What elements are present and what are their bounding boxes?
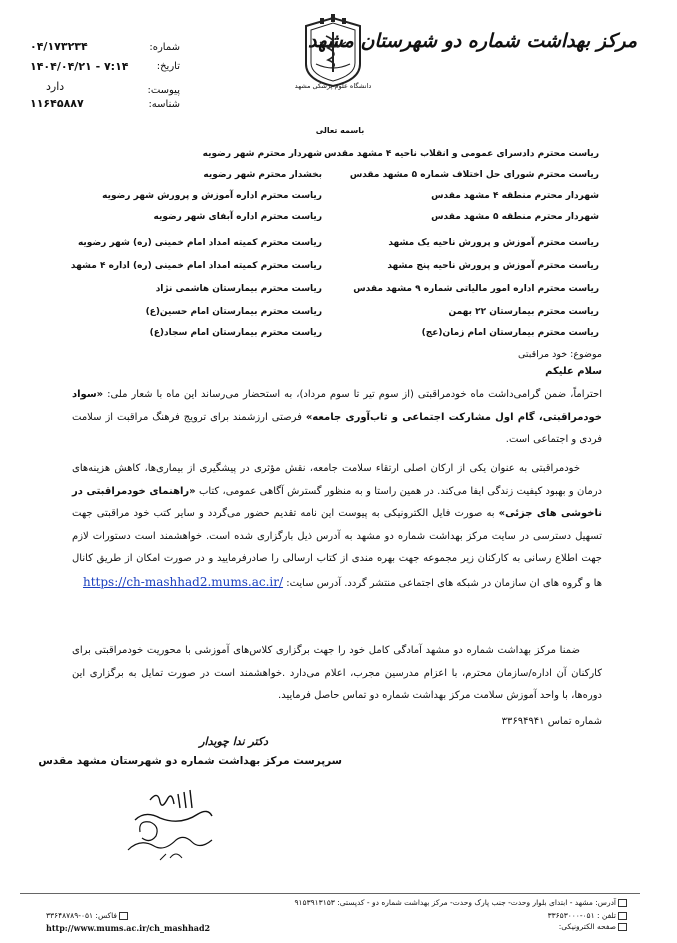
recipient-left: بخشدار محترم شهر رضویه: [203, 170, 322, 180]
footer-fax-text: فاکس: ۰۵۱-۳۳۶۴۸۷۸۹: [46, 911, 117, 920]
email-icon: [618, 923, 627, 931]
recipient-right: ریاست محترم اداره امور مالیاتی شماره ۹ مشهد مقدس: [353, 284, 599, 294]
footer-phone-text: تلفن : ۰۵۱-۳۳۶۵۳۰۰۰: [547, 911, 616, 920]
recipient-right: ریاست محترم دادسرای عمومی و انقلاب ناحیه ۴ مشهد مقدس: [324, 149, 599, 159]
site-label: آدرس سایت:: [283, 577, 342, 589]
id-label: شناسه:: [148, 99, 180, 110]
paragraph-2: [72, 458, 602, 595]
signer-title: سرپرست مرکز بهداشت شماره دو شهرستان مشهد مقدس: [38, 755, 342, 767]
paragraph-1-slogan: «سواد خودمراقبتی، گام اول مشارکت اجتماعی و تاب‌آوری جامعه»: [72, 389, 602, 423]
paragraph-2-book-title: «راهنمای خودمراقبتی در ناخوشی های جزئی»: [72, 485, 602, 519]
paragraph-3: ضمنا مرکز بهداشت شماره دو مشهد آمادگی کامل خود را جهت برگزاری کلاس‌های آموزشی با محوریت خودمراقبتی برای کارکنان آن اداره/سازمان محترم، با اعزام مدرسین مجرب، اعلام می‌دارد .خواهشمند است در صورت تمایل به برگزاری این دوره‌ها، با واحد آموزش سلامت مرکز بهداشت شماره دو تماس حاصل فرمایید.: [72, 645, 602, 701]
footer-email: [559, 922, 629, 931]
recipient-right: شهردار محترم منطقه ۵ مشهد مقدس: [431, 212, 599, 222]
recipient-left: ریاست محترم کمیته امداد امام خمینی (ره) شهر رضویه: [77, 238, 322, 248]
footer-address-text: آدرس: مشهد - ابتدای بلوار وحدت- جنب پارک وحدت- مرکز بهداشت شماره دو - کدپستی: ۹۱۵۳۹۱۳۱۵۳: [294, 898, 616, 907]
footer-phone: [548, 911, 629, 920]
attachment-value: دارد: [46, 80, 65, 93]
phone-icon: [618, 912, 627, 920]
recipient-right: ریاست محترم آموزش و پرورش ناحیه پنج مشهد: [387, 261, 599, 271]
paragraph-1-text-end: فرصتی ارزشمند برای ترویج فرهنگ مراقبت از سلامت فردی و اجتماعی است.: [72, 411, 602, 445]
handwritten-signature: [120, 780, 240, 870]
footer-divider: [20, 893, 640, 894]
recipient-left: ریاست محترم بیمارستان امام سجاد(ع): [149, 328, 322, 338]
recipient-left: ریاست محترم کمیته امداد امام خمینی (ره) اداره ۴ مشهد: [70, 261, 322, 271]
paragraph-1: [72, 384, 602, 452]
number-value: ۰۴/۱۷۳۲۳۴: [30, 40, 88, 53]
footer-address: [295, 898, 630, 907]
attachment-label: پیوست:: [147, 85, 180, 96]
paragraph-1-text: احتراماً، ضمن گرامی‌داشت ماه خودمراقبتی (از سوم تیر تا سوم مرداد)، به استحضار می‌رساند این ماه با شعار ملی:: [103, 389, 602, 400]
recipient-left: ریاست محترم اداره آبفای شهر رضویه: [153, 212, 322, 222]
contact-phone: شماره تماس ۳۳۶۹۴۹۴۱: [501, 716, 602, 727]
subject-line: موضوع: خود مراقبتی: [517, 349, 602, 360]
signer-name: دکتر ندا چوبدار: [199, 735, 268, 748]
logo-caption: دانشگاه علوم پزشکی مشهد: [294, 82, 372, 90]
id-value: ۱۱۶۴۵۸۸۷: [30, 97, 84, 110]
footer-fax: [46, 911, 130, 920]
date-label: تاریخ:: [156, 61, 180, 72]
recipient-left: شهردار محترم شهر رضویه: [202, 149, 322, 159]
organization-title: مرکز بهداشت شماره دو شهرستان مشهد: [307, 30, 637, 52]
recipient-right: ریاست محترم آموزش و پرورش ناحیه یک مشهد: [388, 238, 599, 248]
salutation: سلام علیکم: [545, 366, 602, 377]
number-label: شماره:: [149, 42, 180, 53]
recipient-left: ریاست محترم بیمارستان هاشمی نژاد: [155, 284, 322, 294]
recipient-right: ریاست محترم بیمارستان ۲۲ بهمن: [448, 307, 599, 317]
paragraph-2-text: خودمراقبتی به عنوان یکی از ارکان اصلی ارتقاء سلامت جامعه، نقش مؤثری در پیشگیری از بیماری‌ها، کاهش هزینه‌های درمان و بهبود کیفیت زندگی ایفا می‌کند. در همین راستا و به منظور گسترش آگاهی عمومی، کتاب: [72, 463, 603, 497]
footer-website[interactable]: http://www.mums.ac.ir/ch_mashhad2: [46, 923, 211, 933]
recipient-left: ریاست محترم بیمارستان امام حسین(ع): [145, 307, 322, 317]
recipient-right: شهردار محترم منطقه ۴ مشهد مقدس: [431, 191, 599, 201]
paragraph-2-text-end: به صورت فایل الکترونیکی به پیوست این نامه تقدیم حضور می‌گردد و سایر کتب خود مراقبتی جهت تسهیل دسترسی در سایت مرکز بهداشت شماره دو مشهد به آدرس ذیل بارگزاری شده است. خواهشمند است دستورات لازم جهت اطلاع رسانی به کارکنان زیر مجموعه جهت بهره مندی از کتاب ارسالی را صادرفرمایید و در صورت امکان از طریق کانال ها و گروه های ان سازمان در شبکه های اجتماعی منتشر گردد.: [72, 508, 602, 589]
mail-icon: [618, 899, 627, 907]
recipient-left: ریاست محترم اداره آموزش و پرورش شهر رضویه: [102, 191, 322, 201]
recipient-right: ریاست محترم شورای حل اختلاف شماره ۵ مشهد مقدس: [349, 170, 599, 180]
fax-icon: [119, 912, 128, 920]
recipient-right: ریاست محترم بیمارستان امام زمان(عج): [421, 328, 599, 338]
website-link[interactable]: https://ch-mashhad2.mums.ac.ir/: [82, 574, 284, 589]
footer-email-text: صفحه الکترونیکی:: [558, 922, 616, 931]
heading-praise: باسمه تعالی: [315, 126, 365, 135]
date-value: ۱۴۰۴/۰۴/۲۱ - ۷:۱۴: [30, 60, 129, 73]
